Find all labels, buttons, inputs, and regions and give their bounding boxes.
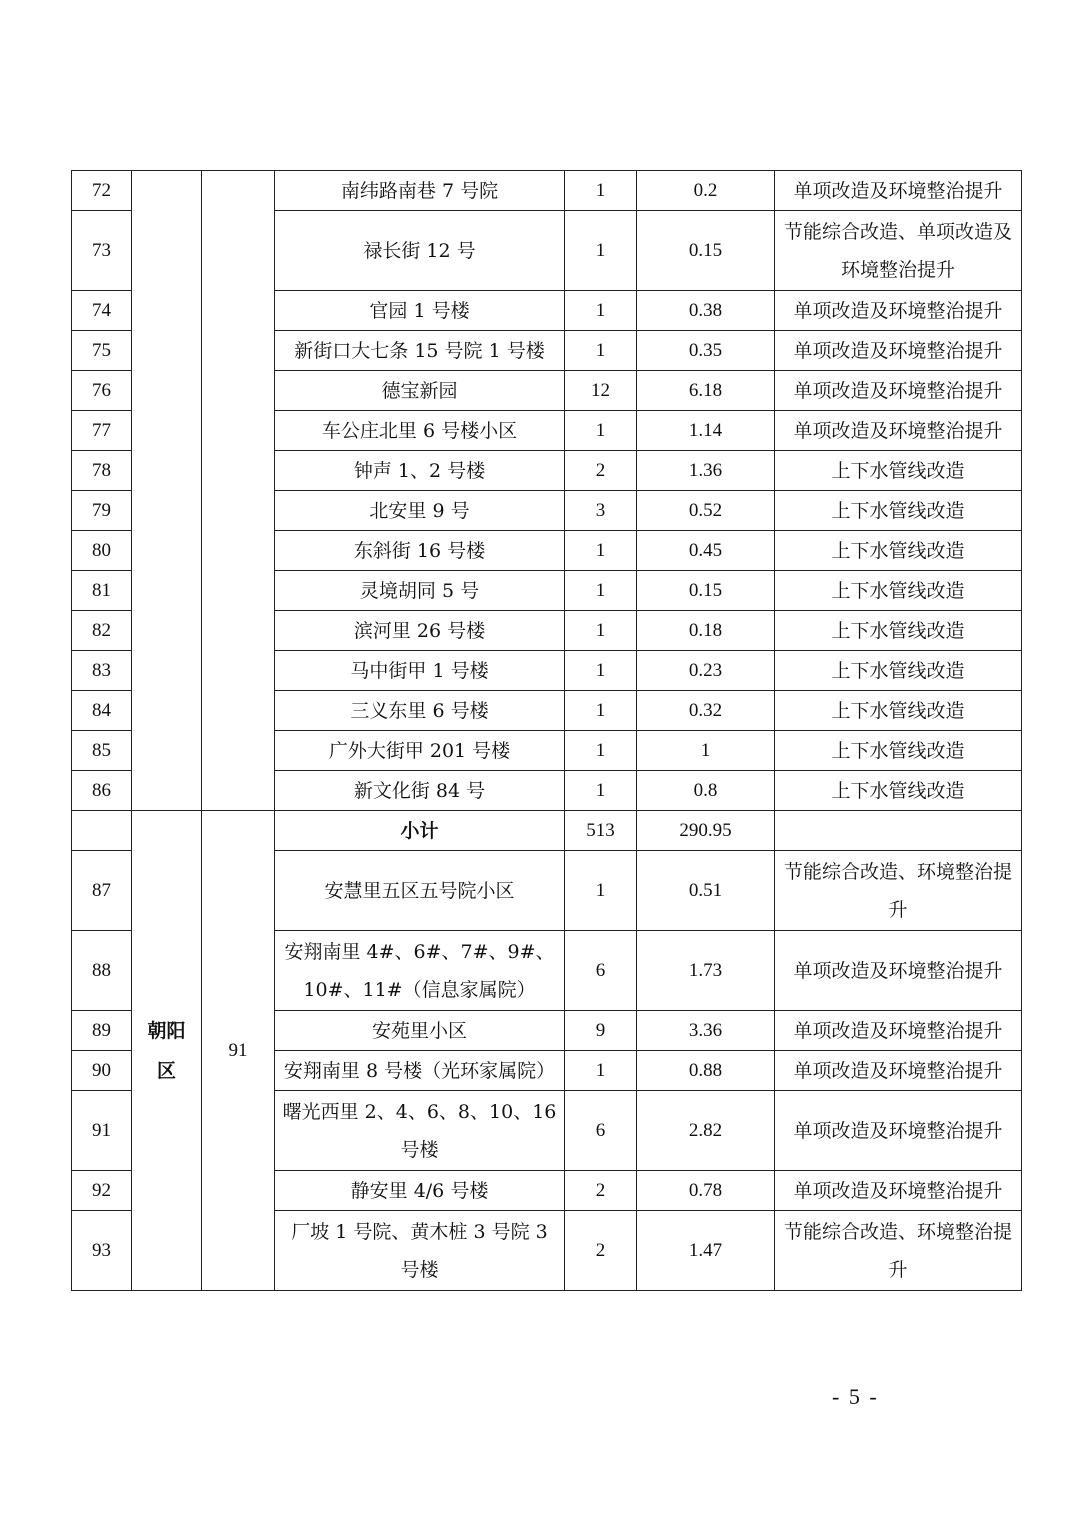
row-number: 74	[72, 291, 132, 331]
community-name: 静安里 4/6 号楼	[275, 1171, 565, 1211]
renovation-type: 上下水管线改造	[775, 691, 1022, 731]
community-name: 北安里 9 号	[275, 491, 565, 531]
renovation-type: 上下水管线改造	[775, 771, 1022, 811]
row-number: 91	[72, 1091, 132, 1171]
building-count: 1	[565, 571, 637, 611]
building-count: 1	[565, 531, 637, 571]
renovation-type: 单项改造及环境整治提升	[775, 291, 1022, 331]
community-name: 安慧里五区五号院小区	[275, 851, 565, 931]
row-number: 84	[72, 691, 132, 731]
floor-area: 3.36	[637, 1011, 775, 1051]
floor-area: 0.32	[637, 691, 775, 731]
row-number: 83	[72, 651, 132, 691]
subtotal-label: 小计	[275, 811, 565, 851]
renovation-type: 单项改造及环境整治提升	[775, 931, 1022, 1011]
floor-area: 0.38	[637, 291, 775, 331]
row-number: 73	[72, 211, 132, 291]
community-name: 安翔南里 8 号楼（光环家属院）	[275, 1051, 565, 1091]
building-count: 2	[565, 1211, 637, 1291]
row-number: 80	[72, 531, 132, 571]
floor-area: 0.78	[637, 1171, 775, 1211]
district-name: 朝阳区	[132, 811, 202, 1291]
floor-area: 0.45	[637, 531, 775, 571]
building-count: 3	[565, 491, 637, 531]
renovation-type: 单项改造及环境整治提升	[775, 1171, 1022, 1211]
community-name: 广外大街甲 201 号楼	[275, 731, 565, 771]
floor-area: 0.2	[637, 171, 775, 211]
floor-area: 0.35	[637, 331, 775, 371]
district-total: 91	[202, 811, 275, 1291]
row-number: 87	[72, 851, 132, 931]
community-name: 滨河里 26 号楼	[275, 611, 565, 651]
district-total-cell	[202, 171, 275, 811]
building-count: 12	[565, 371, 637, 411]
renovation-type: 单项改造及环境整治提升	[775, 411, 1022, 451]
renovation-type: 节能综合改造、环境整治提升	[775, 1211, 1022, 1291]
community-name: 厂坡 1 号院、黄木桩 3 号院 3 号楼	[275, 1211, 565, 1291]
floor-area: 6.18	[637, 371, 775, 411]
renovation-type: 单项改造及环境整治提升	[775, 1011, 1022, 1051]
row-number: 79	[72, 491, 132, 531]
row-number: 76	[72, 371, 132, 411]
community-name: 安苑里小区	[275, 1011, 565, 1051]
community-name: 官园 1 号楼	[275, 291, 565, 331]
building-count: 1	[565, 211, 637, 291]
renovation-type: 单项改造及环境整治提升	[775, 371, 1022, 411]
floor-area: 1.47	[637, 1211, 775, 1291]
row-number: 81	[72, 571, 132, 611]
floor-area: 0.51	[637, 851, 775, 931]
floor-area: 0.88	[637, 1051, 775, 1091]
district-cell	[132, 171, 202, 811]
renovation-type: 单项改造及环境整治提升	[775, 1091, 1022, 1171]
building-count: 1	[565, 411, 637, 451]
building-count: 2	[565, 1171, 637, 1211]
renovation-type: 上下水管线改造	[775, 651, 1022, 691]
row-number: 89	[72, 1011, 132, 1051]
floor-area: 0.15	[637, 571, 775, 611]
floor-area: 0.18	[637, 611, 775, 651]
subtotal-area: 290.95	[637, 811, 775, 851]
floor-area: 2.82	[637, 1091, 775, 1171]
floor-area: 1	[637, 731, 775, 771]
renovation-type: 节能综合改造、单项改造及环境整治提升	[775, 211, 1022, 291]
building-count: 9	[565, 1011, 637, 1051]
row-number: 90	[72, 1051, 132, 1091]
building-count: 1	[565, 851, 637, 931]
row-number: 88	[72, 931, 132, 1011]
building-count: 2	[565, 451, 637, 491]
floor-area: 1.36	[637, 451, 775, 491]
row-number: 93	[72, 1211, 132, 1291]
building-count: 1	[565, 291, 637, 331]
community-name: 曙光西里 2、4、6、8、10、16 号楼	[275, 1091, 565, 1171]
building-count: 1	[565, 731, 637, 771]
renovation-type	[775, 811, 1022, 851]
floor-area: 1.73	[637, 931, 775, 1011]
renovation-type: 上下水管线改造	[775, 491, 1022, 531]
building-count: 1	[565, 771, 637, 811]
floor-area: 0.15	[637, 211, 775, 291]
renovation-type: 上下水管线改造	[775, 731, 1022, 771]
row-number: 85	[72, 731, 132, 771]
renovation-type: 上下水管线改造	[775, 531, 1022, 571]
community-name: 灵境胡同 5 号	[275, 571, 565, 611]
row-number: 77	[72, 411, 132, 451]
community-name: 新文化街 84 号	[275, 771, 565, 811]
community-name: 车公庄北里 6 号楼小区	[275, 411, 565, 451]
renovation-type: 节能综合改造、环境整治提升	[775, 851, 1022, 931]
community-name: 南纬路南巷 7 号院	[275, 171, 565, 211]
building-count: 1	[565, 651, 637, 691]
building-count: 1	[565, 1051, 637, 1091]
floor-area: 0.8	[637, 771, 775, 811]
community-name: 三义东里 6 号楼	[275, 691, 565, 731]
row-number: 82	[72, 611, 132, 651]
renovation-type: 上下水管线改造	[775, 611, 1022, 651]
subtotal-count: 513	[565, 811, 637, 851]
building-count: 1	[565, 331, 637, 371]
building-count: 1	[565, 611, 637, 651]
building-count: 1	[565, 691, 637, 731]
building-count: 1	[565, 171, 637, 211]
floor-area: 1.14	[637, 411, 775, 451]
renovation-type: 上下水管线改造	[775, 571, 1022, 611]
building-count: 6	[565, 1091, 637, 1171]
community-name: 马中街甲 1 号楼	[275, 651, 565, 691]
row-number: 78	[72, 451, 132, 491]
row-number: 92	[72, 1171, 132, 1211]
floor-area: 0.23	[637, 651, 775, 691]
renovation-type: 上下水管线改造	[775, 451, 1022, 491]
community-name: 禄长街 12 号	[275, 211, 565, 291]
building-count: 6	[565, 931, 637, 1011]
community-name: 钟声 1、2 号楼	[275, 451, 565, 491]
table-row	[72, 171, 1022, 211]
community-name: 东斜街 16 号楼	[275, 531, 565, 571]
row-number: 75	[72, 331, 132, 371]
page-number: - 5 -	[832, 1384, 879, 1409]
row-number: 72	[72, 171, 132, 211]
renovation-type: 单项改造及环境整治提升	[775, 331, 1022, 371]
renovation-type: 单项改造及环境整治提升	[775, 171, 1022, 211]
project-list-table	[71, 170, 1022, 1291]
community-name: 安翔南里 4#、6#、7#、9#、10#、11#（信息家属院）	[275, 931, 565, 1011]
subtotal-row	[72, 811, 1022, 851]
row-number	[72, 811, 132, 851]
renovation-type: 单项改造及环境整治提升	[775, 1051, 1022, 1091]
row-number: 86	[72, 771, 132, 811]
floor-area: 0.52	[637, 491, 775, 531]
community-name: 德宝新园	[275, 371, 565, 411]
community-name: 新街口大七条 15 号院 1 号楼	[275, 331, 565, 371]
